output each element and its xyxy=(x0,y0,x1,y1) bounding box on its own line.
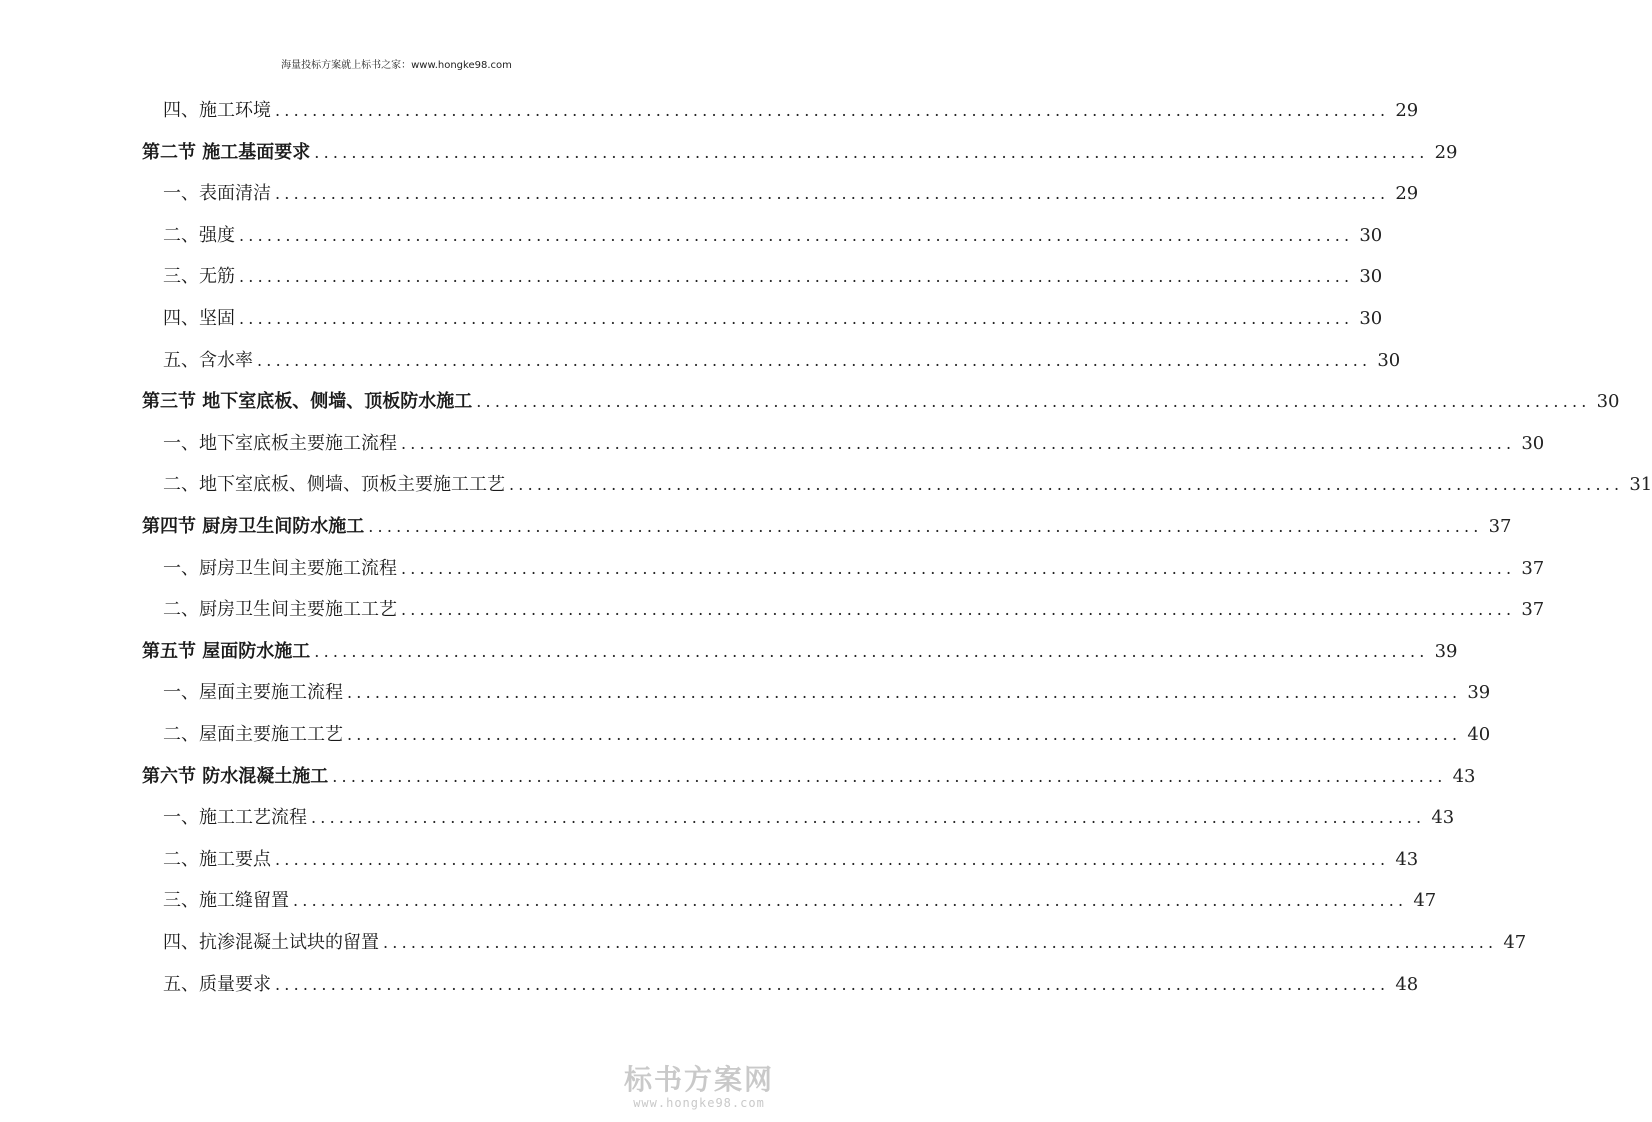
toc-dot-leader: ........................................................................................................................ xyxy=(401,600,1516,620)
toc-entry-title: 二、厨房卫生间主要施工工艺 xyxy=(163,599,397,621)
toc-dot-leader: ........................................................................................................................ xyxy=(311,808,1426,828)
toc-section-entry[interactable] xyxy=(142,138,1458,164)
toc-entry-title: 第三节 地下室底板、侧墙、顶板防水施工 xyxy=(142,391,473,413)
toc-entry-title: 四、施工环境 xyxy=(163,100,271,121)
toc-page-number: 30 xyxy=(1377,349,1401,371)
toc-dot-leader: ........................................................................................................................ xyxy=(275,849,1390,869)
toc-entry-title: 四、坚固 xyxy=(163,308,235,329)
toc-entry-title: 四、抗渗混凝土试块的留置 xyxy=(163,932,379,953)
toc-subsection-entry[interactable] xyxy=(163,262,1383,288)
toc-subsection-entry[interactable] xyxy=(163,720,1491,746)
toc-page-number: 37 xyxy=(1488,516,1512,537)
toc-subsection-entry[interactable] xyxy=(163,928,1527,954)
toc-page-number: 43 xyxy=(1395,848,1419,870)
toc-subsection-entry[interactable] xyxy=(163,886,1437,912)
toc-page-number: 30 xyxy=(1521,432,1545,454)
toc-dot-leader: ........................................................................................................................ xyxy=(275,101,1390,120)
toc-entry-title: 一、表面清洁 xyxy=(163,183,271,205)
toc-subsection-entry[interactable] xyxy=(163,304,1383,330)
toc-entry-title: 二、强度 xyxy=(163,224,235,246)
toc-entry-title: 第五节 屋面防水施工 xyxy=(142,640,311,662)
toc-dot-leader: ........................................................................................................................ xyxy=(275,974,1390,994)
watermark-title: 标书方案网 xyxy=(623,1063,774,1096)
toc-dot-leader: ........................................................................................................................ xyxy=(257,350,1372,370)
toc-subsection-entry[interactable] xyxy=(163,803,1455,829)
toc-section-entry[interactable] xyxy=(142,387,1620,413)
toc-subsection-entry[interactable] xyxy=(163,554,1545,580)
toc-entry-title: 第四节 厨房卫生间防水施工 xyxy=(142,516,365,537)
toc-page-number: 30 xyxy=(1359,266,1383,288)
toc-entry-title: 第二节 施工基面要求 xyxy=(142,141,311,163)
toc-entry-title: 一、厨房卫生间主要施工流程 xyxy=(163,557,397,579)
toc-dot-leader: ........................................................................................................................ xyxy=(239,225,1354,245)
toc-dot-leader: ........................................................................................................................ xyxy=(275,184,1390,204)
toc-page-number: 47 xyxy=(1413,890,1437,912)
toc-subsection-entry[interactable] xyxy=(163,678,1491,704)
toc-page-number: 43 xyxy=(1431,807,1455,829)
toc-subsection-entry[interactable] xyxy=(163,845,1419,871)
toc-subsection-entry[interactable] xyxy=(163,429,1545,455)
toc-page-number: 30 xyxy=(1359,308,1383,329)
watermark-url: www.hongke98.com xyxy=(633,1096,765,1110)
toc-entry-title: 三、施工缝留置 xyxy=(163,890,289,912)
toc-dot-leader: ........................................................................................................................ xyxy=(239,309,1354,328)
toc-subsection-entry[interactable] xyxy=(163,970,1419,996)
toc-entry-title: 五、含水率 xyxy=(163,349,253,371)
toc-page-number: 47 xyxy=(1503,932,1527,953)
toc-section-entry[interactable] xyxy=(142,762,1476,788)
toc-page-number: 37 xyxy=(1521,599,1545,621)
toc-page-number: 39 xyxy=(1467,682,1491,704)
toc-entry-title: 二、施工要点 xyxy=(163,848,271,870)
toc-page-number: 31 xyxy=(1629,474,1652,496)
toc-subsection-entry[interactable] xyxy=(163,221,1383,247)
toc-entry-title: 二、地下室底板、侧墙、顶板主要施工工艺 xyxy=(163,474,505,496)
toc-dot-leader: ........................................................................................................................ xyxy=(368,517,1483,536)
toc-subsection-entry[interactable] xyxy=(163,470,1652,496)
toc-entry-title: 三、无筋 xyxy=(163,266,235,288)
toc-dot-leader: ........................................................................................................................ xyxy=(509,475,1624,495)
toc-subsection-entry[interactable] xyxy=(163,346,1401,372)
toc-section-entry[interactable] xyxy=(142,637,1458,663)
toc-subsection-entry[interactable] xyxy=(163,179,1419,205)
page-header: 海量投标方案就上标书之家：www.hongke98.com xyxy=(281,60,512,71)
toc-entry-title: 一、屋面主要施工流程 xyxy=(163,682,343,704)
toc-dot-leader: ........................................................................................................................ xyxy=(347,725,1462,744)
toc-subsection-entry[interactable] xyxy=(163,595,1545,621)
toc-dot-leader: ........................................................................................................................ xyxy=(239,267,1354,287)
toc-entry-title: 一、地下室底板主要施工流程 xyxy=(163,432,397,454)
toc-dot-leader: ........................................................................................................................ xyxy=(293,891,1408,911)
toc-page-number: 39 xyxy=(1434,640,1458,662)
toc-entry-title: 一、施工工艺流程 xyxy=(163,807,307,829)
toc-entry-title: 五、质量要求 xyxy=(163,973,271,995)
toc-page-number: 29 xyxy=(1395,183,1419,205)
toc-page-number: 29 xyxy=(1395,100,1419,121)
toc-page-number: 43 xyxy=(1452,765,1476,787)
watermark-logo xyxy=(619,1064,779,1110)
toc-dot-leader: ........................................................................................................................ xyxy=(401,433,1516,453)
toc-page-number: 30 xyxy=(1359,224,1383,246)
toc-dot-leader: ........................................................................................................................ xyxy=(476,392,1591,412)
toc-entry-title: 二、屋面主要施工工艺 xyxy=(163,724,343,745)
toc-page-number: 29 xyxy=(1434,141,1458,163)
toc-entry-title: 第六节 防水混凝土施工 xyxy=(142,765,329,787)
toc-dot-leader: ........................................................................................................................ xyxy=(401,558,1516,578)
toc-page-number: 48 xyxy=(1395,973,1419,995)
toc-subsection-entry[interactable] xyxy=(163,96,1419,122)
toc-section-entry[interactable] xyxy=(142,512,1512,538)
toc-page-number: 40 xyxy=(1467,724,1491,745)
toc-dot-leader: ........................................................................................................................ xyxy=(347,683,1462,703)
toc-dot-leader: ........................................................................................................................ xyxy=(314,641,1429,661)
toc-dot-leader: ........................................................................................................................ xyxy=(332,766,1447,786)
toc-dot-leader: ........................................................................................................................ xyxy=(383,933,1498,952)
toc-page-number: 37 xyxy=(1521,557,1545,579)
toc-dot-leader: ........................................................................................................................ xyxy=(314,142,1429,162)
toc-page-number: 30 xyxy=(1596,391,1620,413)
